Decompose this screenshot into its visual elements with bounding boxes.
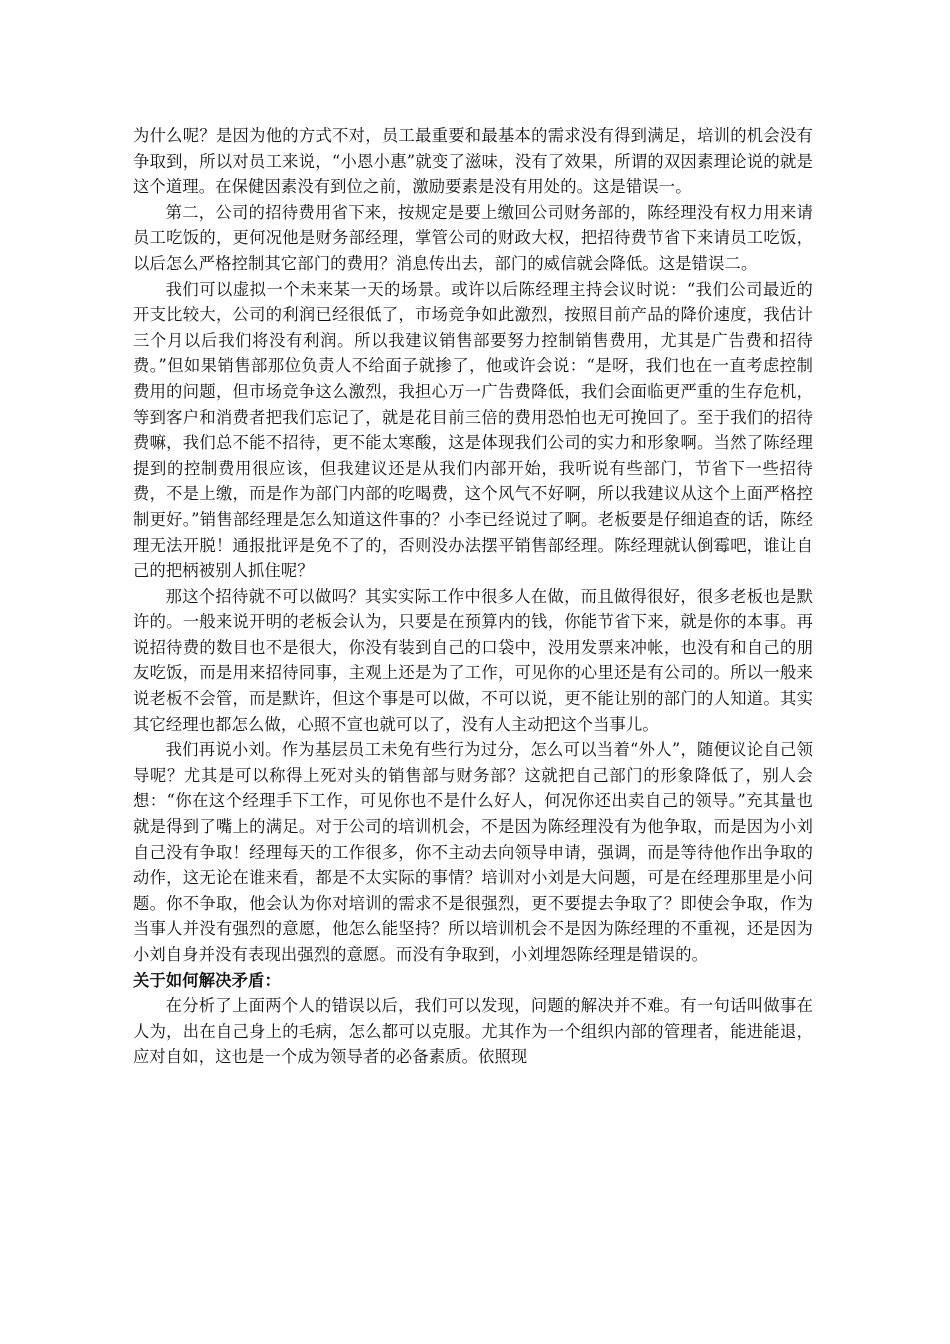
paragraph-6: 在分析了上面两个人的错误以后，我们可以发现，问题的解决并不难。有一句话叫做事在人为，出在自己身上的毛病，怎么都可以克服。尤其作为一个组织内部的管理者，能进能退，应对自如，这也是一个成为领导者的必备素质。依照现 [133,996,813,1067]
document-body [133,123,813,1070]
paragraph-5: 我们再说小刘。作为基层员工未免有些行为过分，怎么可以当着“外人”，随便议论自己领导呢？尤其是可以称得上死对头的销售部与财务部？这就把自己部门的形象降低了，别人会想：“你在这个经理手下工作，可见你也不是什么好人，何况你还出卖自己的领导。”充其量也就是得到了嘴上的满足。对于公司的培训机会，不是因为陈经理没有为他争取，而是因为小刘自己没有争取！经理每天的工作很多，你不主动去向领导申请，强调，而是等待他作出争取的动作，这无论在谁来看，都是不太实际的事情？培训对小刘是大问题，可是在经理那里是小问题。你不争取，他会认为你对培训的需求不是很强烈，更不要提去争取了？即使会争取，作为当事人并没有强烈的意愿，他怎么能坚持？所以培训机会不是因为陈经理的不重视，还是因为小刘自身并没有表现出强烈的意愿。而没有争取到，小刘埋怨陈经理是错误的。 [133,740,813,964]
paragraph-1: 为什么呢？是因为他的方式不对，员工最重要和最基本的需求没有得到满足，培训的机会没有争取到，所以对员工来说，“小恩小惠”就变了滋味，没有了效果，所谓的双因素理论说的就是这个道理。在保健因素没有到位之前，激励要素是没有用处的。这是错误一。 [133,126,813,197]
paragraph-2: 第二，公司的招待费用省下来，按规定是要上缴回公司财务部的，陈经理没有权力用来请员工吃饭的，更何况他是财务部经理，掌管公司的财政大权，把招待费节省下来请员工吃饭，以后怎么严格控制其它部门的费用？消息传出去，部门的威信就会降低。这是错误二。 [133,202,813,273]
paragraph-3: 我们可以虚拟一个未来某一天的场景。或许以后陈经理主持会议时说：“我们公司最近的开支比较大，公司的利润已经很低了，市场竞争如此激烈，按照目前产品的降价速度，我估计三个月以后我们将没有利润。所以我建议销售部要努力控制销售费用，尤其是广告费和招待费。”但如果销售部那位负责人不给面子就掺了，他或许会说：“是呀，我们也在一直考虑控制费用的问题，但市场竞争这么激烈，我担心万一广告费降低，我们会面临更严重的生存危机，等到客户和消费者把我们忘记了，就是花目前三倍的费用恐怕也无可挽回了。至于我们的招待费嘛，我们总不能不招待，更不能太寒酸，这是体现我们公司的实力和形象啊。当然了陈经理提到的控制费用很应该，但我建议还是从我们内部开始，我听说有些部门，节省下一些招待费，不是上缴，而是作为部门内部的吃喝费，这个风气不好啊，所以我建议从这个上面严格控制更好。”销售部经理是怎么知道这件事的？小李已经说过了啊。老板要是仔细追查的话，陈经理无法开脱！通报批评是免不了的，否则没办法摆平销售部经理。陈经理就认倒霉吧，谁让自己的把柄被别人抓住呢？ [133,279,813,581]
section-heading: 关于如何解决矛盾： [133,970,281,990]
paragraph-4: 那这个招待就不可以做吗？其实实际工作中很多人在做，而且做得很好，很多老板也是默许的。一般来说开明的老板会认为，只要是在预算内的钱，你能节省下来，就是你的本事。再说招待费的数目也不是很大，你没有装到自己的口袋中，没用发票来冲帐，也没有和自己的朋友吃饭，而是用来招待同事，主观上还是为了工作，可见你的心里还是有公司的。所以一般来说老板不会管，而是默许，但这个事是可以做，不可以说，更不能让别的部门的人知道。其实其它经理也都怎么做，心照不宣也就可以了，没有人主动把这个当事儿。 [133,586,813,734]
